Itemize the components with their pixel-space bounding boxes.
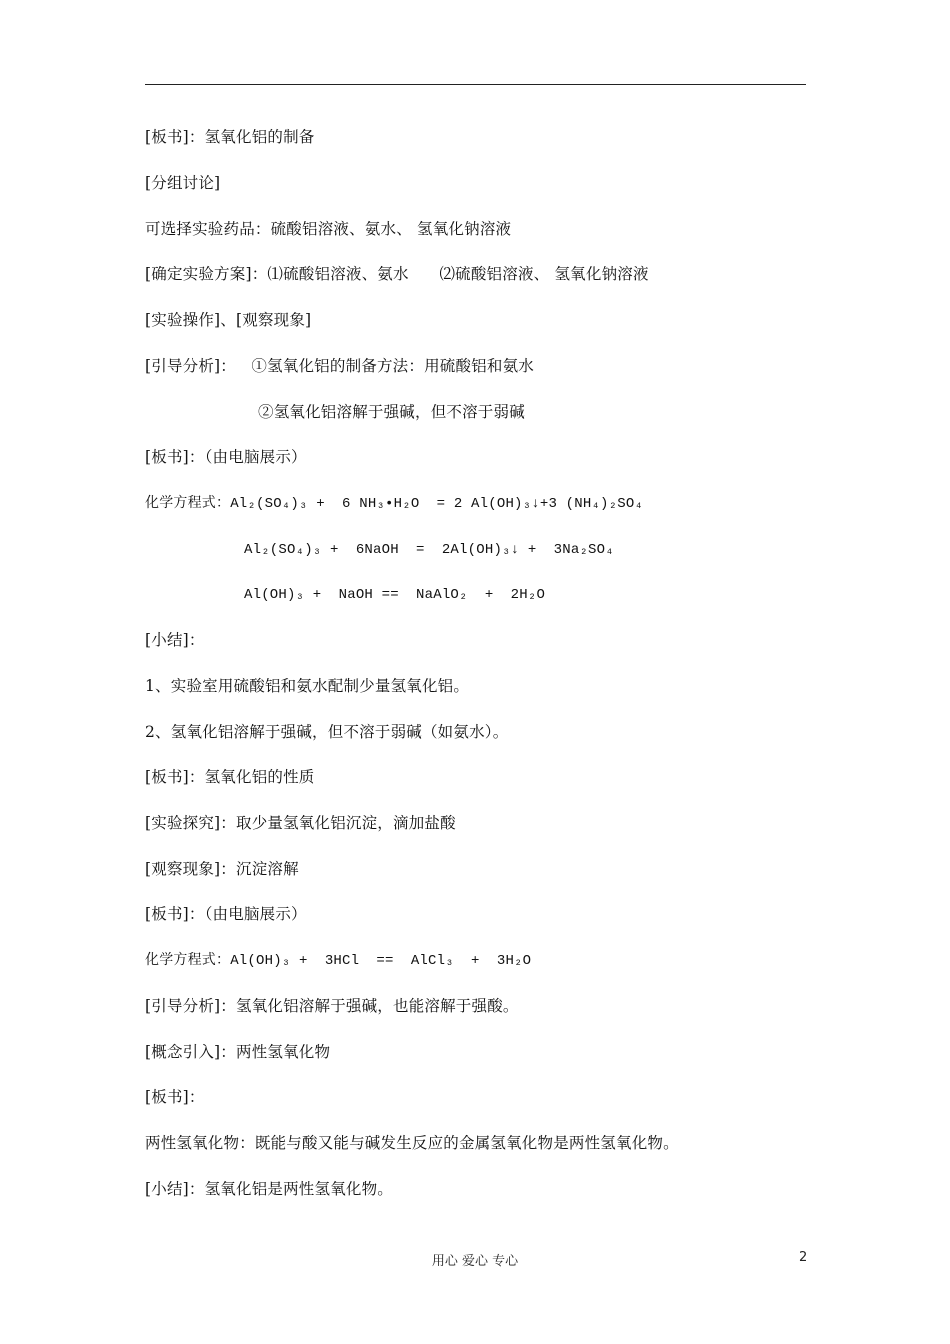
line-board-properties: [板书]：氢氧化铝的性质 <box>145 768 315 786</box>
line-guided-analysis-2: ②氢氧化铝溶解于强碱，但不溶于弱碱 <box>258 403 525 421</box>
line-observation: [观察现象]：沉淀溶解 <box>145 860 299 878</box>
header-rule <box>145 84 806 85</box>
equation-naoh: Al₂(SO₄)₃ + 6NaOH = 2Al(OH)₃↓ + 3Na₂SO₄ <box>244 542 614 558</box>
line-guided-analysis-3: [引导分析]：氢氧化铝溶解于强碱，也能溶解于强酸。 <box>145 997 519 1015</box>
line-guided-analysis-1: [引导分析]： ①氢氧化铝的制备方法：用硫酸铝和氨水 <box>145 357 534 375</box>
line-definition: 两性氢氧化物：既能与酸又能与碱发生反应的金属氢氧化物是两性氢氧化物。 <box>145 1134 679 1152</box>
line-board-computer-1: [板书]：（由电脑展示） <box>145 448 307 466</box>
equation-naalo2: Al(OH)₃ + NaOH == NaAlO₂ + 2H₂O <box>244 587 546 603</box>
line-concept-intro: [概念引入]：两性氢氧化物 <box>145 1043 331 1061</box>
equation-hcl: 化学方程式：Al(OH)₃ + 3HCl == AlCl₃ + 3H₂O <box>145 953 532 969</box>
line-summary-1: 1、实验室用硫酸铝和氨水配制少量氢氧化铝。 <box>145 677 470 695</box>
line-summary-2: 2、氢氧化铝溶解于强碱，但不溶于弱碱（如氨水）。 <box>145 723 509 741</box>
equation-ammonia: 化学方程式：Al₂(SO₄)₃ + 6 NH₃•H₂O = 2 Al(OH)₃↓+3 (NH₄)₂SO₄ <box>145 496 644 512</box>
line-experiment-explore: [实验探究]：取少量氢氧化铝沉淀，滴加盐酸 <box>145 814 456 832</box>
line-board-blank: [板书]： <box>145 1088 205 1106</box>
page-number: 2 <box>799 1250 808 1265</box>
line-operation-observation: [实验操作]、[观察现象] <box>145 311 312 329</box>
line-reagents: 可选择实验药品：硫酸铝溶液、氨水、 氢氧化钠溶液 <box>145 220 512 238</box>
line-experiment-plan: [确定实验方案]：⑴硫酸铝溶液、氨水 ⑵硫酸铝溶液、 氢氧化钠溶液 <box>145 265 649 283</box>
line-summary-heading: [小结]： <box>145 631 205 649</box>
line-board-computer-2: [板书]：（由电脑展示） <box>145 905 307 923</box>
line-group-discussion: [分组讨论] <box>145 174 221 192</box>
line-final-summary: [小结]：氢氧化铝是两性氢氧化物。 <box>145 1180 393 1198</box>
line-board-preparation: [板书]：氢氧化铝的制备 <box>145 128 315 146</box>
page-footer: 用心 爱心 专心 <box>431 1254 519 1269</box>
